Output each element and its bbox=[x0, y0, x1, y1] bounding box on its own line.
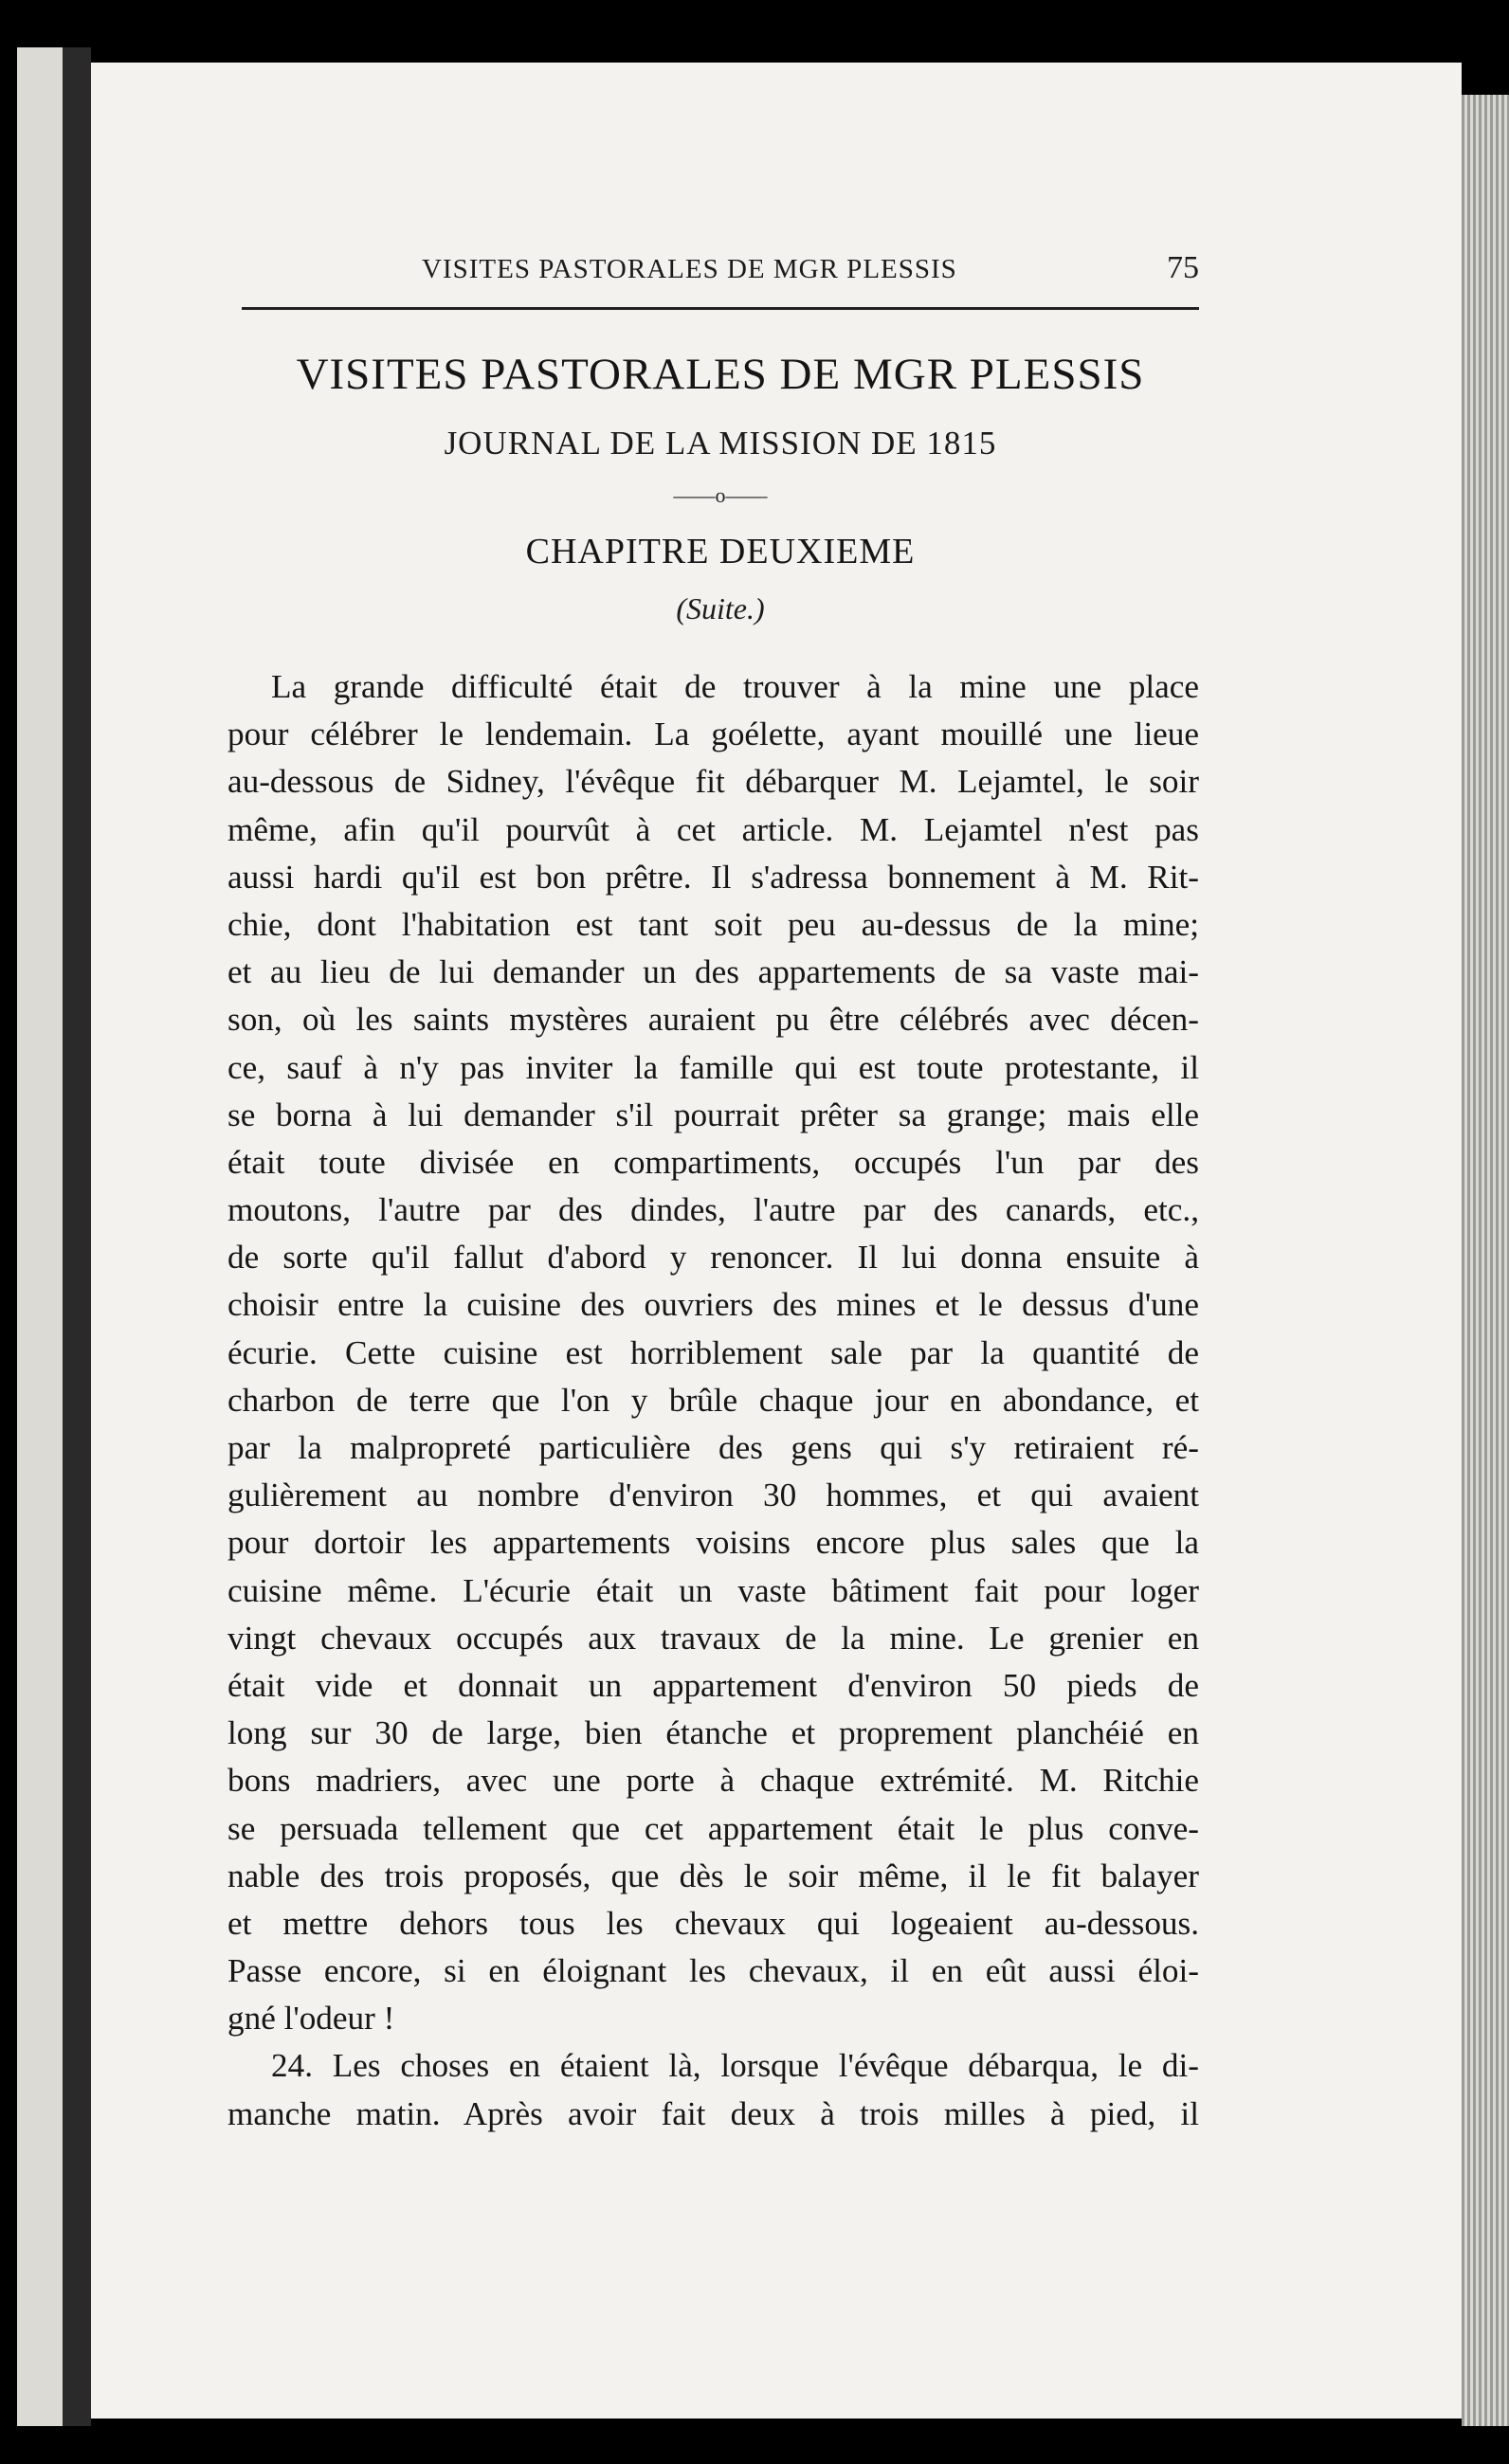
text-line: chie, dont l'habitation est tant soit peu au-dessus de la mine; bbox=[227, 905, 1199, 943]
text-line: aussi hardi qu'il est bon prêtre. Il s'adressa bonnement à M. Rit- bbox=[227, 858, 1199, 896]
text-line: cuisine même. L'écurie était un vaste bâtiment fait pour loger bbox=[227, 1571, 1199, 1609]
body-text bbox=[227, 663, 1199, 2138]
text-line: par la malpropreté particulière des gens qui s'y retiraient ré- bbox=[227, 1429, 1199, 1466]
text-line: long sur 30 de large, bien étanche et proprement planchéié en bbox=[227, 1714, 1199, 1752]
text-line: et au lieu de lui demander un des appartements de sa vaste mai- bbox=[227, 953, 1199, 991]
chapter-heading: CHAPITRE DEUXIEME bbox=[525, 532, 916, 571]
page-subtitle: JOURNAL DE LA MISSION DE 1815 bbox=[444, 425, 997, 462]
text-line: ce, sauf à n'y pas inviter la famille qui est toute protestante, il bbox=[227, 1048, 1199, 1086]
text-line: se borna à lui demander s'il pourrait prêter sa grange; mais elle bbox=[227, 1096, 1199, 1133]
text-line: son, où les saints mystères auraient pu être célébrés avec décen- bbox=[227, 1001, 1199, 1039]
chapter-continuation: (Suite.) bbox=[676, 591, 765, 625]
text-line: choisir entre la cuisine des ouvriers des mines et le dessus d'une bbox=[227, 1286, 1199, 1324]
text-line: gné l'odeur ! bbox=[227, 2000, 395, 2038]
text-line: charbon de terre que l'on y brûle chaque jour en abondance, et bbox=[227, 1381, 1199, 1419]
header-rule bbox=[242, 307, 1199, 310]
text-line: de sorte qu'il fallut d'abord y renoncer. Il lui donna ensuite à bbox=[227, 1239, 1199, 1277]
ornament-divider: ——o—— bbox=[673, 483, 768, 507]
text-line: Passe encore, si en éloignant les chevaux, il en eût aussi éloi- bbox=[227, 1952, 1199, 1990]
text-line: était toute divisée en compartiments, occupés l'un par des bbox=[227, 1143, 1199, 1181]
running-header bbox=[242, 248, 1199, 296]
text-line: manche matin. Après avoir fait deux à trois milles à pied, il bbox=[227, 2094, 1199, 2132]
text-line: moutons, l'autre par des dindes, l'autre par des canards, etc., bbox=[227, 1191, 1199, 1229]
text-line: 24. Les choses en étaient là, lorsque l'évêque débarqua, le di- bbox=[271, 2047, 1199, 2085]
text-line: écurie. Cette cuisine est horriblement sale par la quantité de bbox=[227, 1333, 1199, 1371]
text-line: gulièrement au nombre d'environ 30 hommes, et qui avaient bbox=[227, 1477, 1199, 1514]
text-line: pour dortoir les appartements voisins encore plus sales que la bbox=[227, 1524, 1199, 1562]
text-line: et mettre dehors tous les chevaux qui logeaient au-dessous. bbox=[227, 1904, 1199, 1942]
page-edges bbox=[1462, 95, 1509, 2426]
text-line: vingt chevaux occupés aux travaux de la mine. Le grenier en bbox=[227, 1619, 1199, 1657]
page-title: VISITES PASTORALES DE MGR PLESSIS bbox=[296, 350, 1145, 399]
page-number: 75 bbox=[1167, 250, 1199, 285]
text-line: était vide et donnait un appartement d'environ 50 pieds de bbox=[227, 1666, 1199, 1704]
text-line: La grande difficulté était de trouver à la mine une place bbox=[271, 668, 1199, 705]
running-title: VISITES PASTORALES DE MGR PLESSIS bbox=[422, 254, 957, 284]
text-line: nable des trois proposés, que dès le soir même, il le fit balayer bbox=[227, 1857, 1199, 1894]
text-line: au-dessous de Sidney, l'évêque fit débarquer M. Lejamtel, le soir bbox=[227, 763, 1199, 801]
text-line: pour célébrer le lendemain. La goélette, ayant mouillé une lieue bbox=[227, 716, 1199, 753]
text-line: même, afin qu'il pourvût à cet article. M. Lejamtel n'est pas bbox=[227, 810, 1199, 848]
text-line: bons madriers, avec une porte à chaque extrémité. M. Ritchie bbox=[227, 1762, 1199, 1800]
gutter-shadow bbox=[63, 47, 91, 2426]
text-line: se persuada tellement que cet appartement était le plus conve- bbox=[227, 1809, 1199, 1847]
